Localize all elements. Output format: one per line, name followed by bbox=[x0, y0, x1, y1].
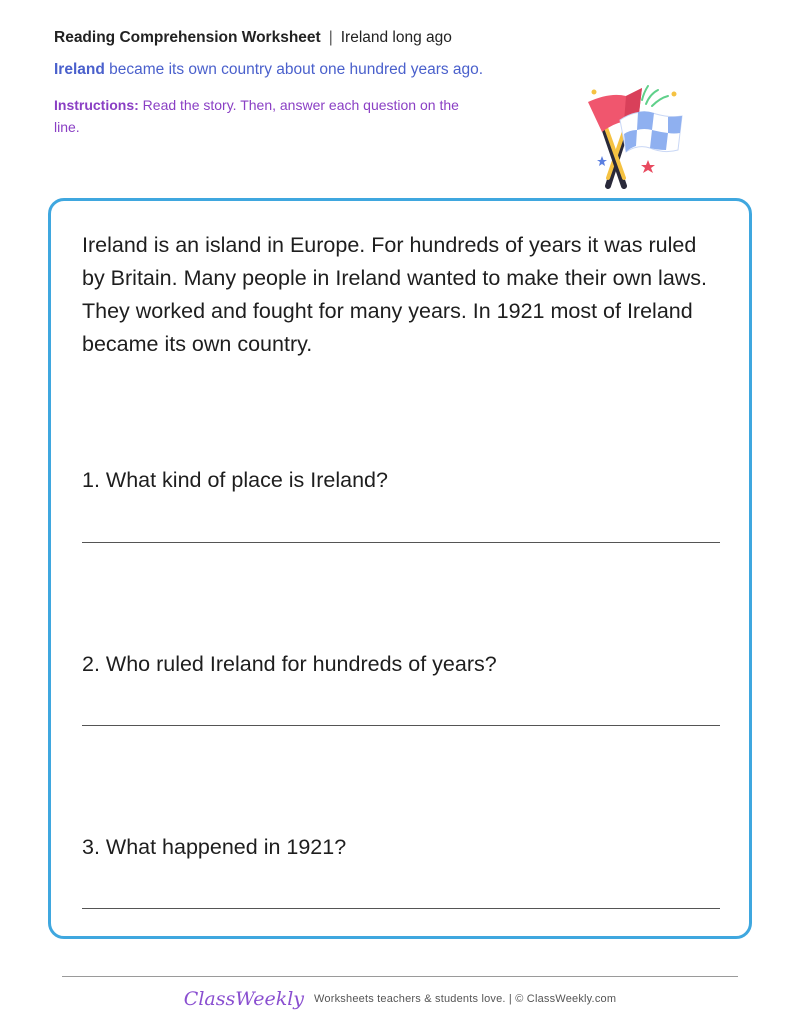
question-1: 1. What kind of place is Ireland? bbox=[82, 468, 388, 492]
footer bbox=[0, 988, 800, 1010]
sparkle-dot bbox=[672, 92, 677, 97]
instructions bbox=[54, 94, 484, 138]
instructions-label: Instructions: bbox=[54, 97, 139, 113]
checker-square-4 bbox=[668, 116, 682, 134]
footer-divider bbox=[62, 976, 738, 977]
worksheet-header bbox=[54, 28, 574, 138]
star-blue-icon bbox=[597, 156, 607, 166]
title-line bbox=[54, 28, 574, 48]
worksheet-topic: Ireland long ago bbox=[340, 29, 452, 46]
crossed-flags-icon bbox=[580, 82, 690, 192]
star-red-icon bbox=[641, 160, 655, 173]
story-passage: Ireland is an island in Europe. For hundreds of years it was ruled by Britain. Many people in Ireland wanted to make their own laws. They worked and fought for many years. In 1921 most of Ireland became its own country. bbox=[82, 233, 708, 356]
worksheet-title: Reading Comprehension Worksheet bbox=[54, 29, 321, 46]
worksheet-subtitle bbox=[54, 60, 574, 80]
answer-line-1[interactable] bbox=[82, 542, 720, 543]
story-card bbox=[48, 198, 752, 939]
brand-logo: ClassWeekly bbox=[183, 988, 305, 1010]
checker-square-2 bbox=[650, 130, 668, 150]
title-separator: | bbox=[328, 29, 333, 46]
question-3: 3. What happened in 1921? bbox=[82, 835, 347, 859]
subtitle-text: became its own country about one hundred years ago. bbox=[104, 61, 484, 78]
question-2: 2. Who ruled Ireland for hundreds of years? bbox=[82, 652, 497, 676]
footer-tagline: Worksheets teachers & students love. | © ClassWeekly.com bbox=[314, 993, 617, 1005]
sparkle-dot-left bbox=[592, 90, 597, 95]
crossed-flags-icon bbox=[580, 82, 690, 192]
answer-line-2[interactable] bbox=[82, 725, 720, 726]
sparkle-line-3 bbox=[642, 86, 648, 100]
checker-square-1 bbox=[637, 111, 654, 130]
instructions-text: Read the story. Then, answer each question on the line. bbox=[54, 97, 459, 135]
sparkle-line-2 bbox=[652, 96, 668, 106]
answer-line-3[interactable] bbox=[82, 908, 720, 909]
subtitle-keyword: Ireland bbox=[54, 61, 105, 78]
